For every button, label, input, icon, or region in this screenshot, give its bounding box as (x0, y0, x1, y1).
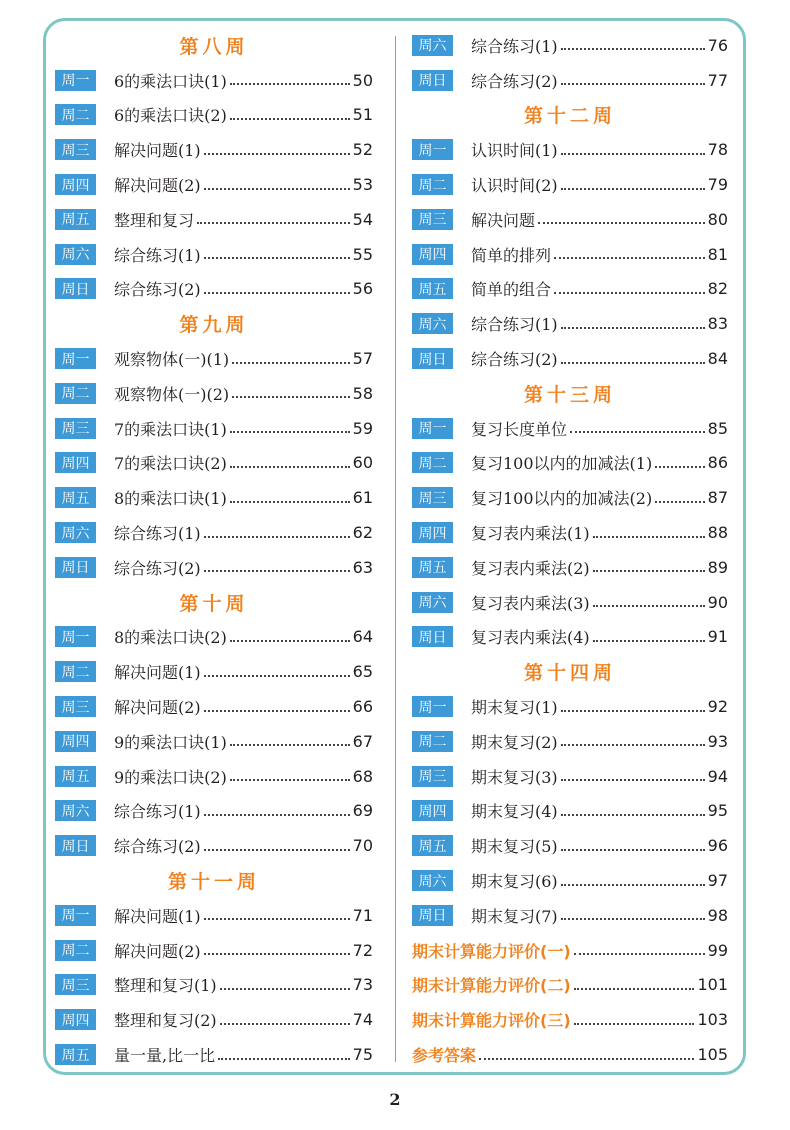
weekday-badge: 周日 (412, 70, 453, 91)
toc-right-column (412, 28, 728, 1072)
weekday-badge: 周二 (412, 174, 453, 195)
toc-entry[interactable] (412, 550, 728, 585)
entry-page: 50 (352, 70, 373, 90)
toc-entry[interactable] (55, 237, 373, 272)
entry-title: 解决问题(2) (114, 698, 201, 718)
weekday-badge: 周四 (55, 174, 96, 195)
toc-entry[interactable] (412, 272, 728, 307)
dot-leader (574, 988, 695, 990)
entry-title: 6的乘法口诀(2) (114, 106, 227, 126)
entry-title: 认识时间(1) (471, 141, 558, 161)
toc-entry[interactable] (412, 724, 728, 759)
entry-page: 88 (707, 523, 728, 543)
weekday-badge: 周二 (412, 731, 453, 752)
weekday-badge: 周一 (55, 905, 96, 926)
weekday-badge: 周日 (55, 835, 96, 856)
appendix-entry[interactable] (412, 968, 728, 1003)
entry-page: 84 (707, 349, 728, 369)
entry-title: 复习表内乘法(1) (471, 524, 590, 544)
entry-page: 57 (352, 349, 373, 369)
week-heading: 第十四周 (523, 662, 616, 685)
week-heading: 第十周 (179, 592, 249, 615)
entry-title: 综合练习(2) (114, 837, 201, 857)
appendix-title: 期末计算能力评价(一) (412, 941, 571, 961)
entry-page: 85 (707, 418, 728, 438)
weekday-badge: 周五 (412, 278, 453, 299)
entry-title: 综合练习(2) (471, 350, 558, 370)
dot-leader (561, 814, 705, 816)
dot-leader (204, 536, 350, 538)
entry-page: 78 (707, 140, 728, 160)
entry-title: 解决问题(2) (114, 176, 201, 196)
week-heading: 第十三周 (523, 383, 616, 406)
entry-page: 62 (352, 523, 373, 543)
weekday-badge: 周二 (55, 940, 96, 961)
toc-entry[interactable] (412, 759, 728, 794)
entry-page: 82 (707, 279, 728, 299)
entry-page: 89 (707, 557, 728, 577)
entry-title: 解决问题(1) (114, 663, 201, 683)
entry-page: 74 (352, 1010, 373, 1030)
dot-leader (204, 153, 350, 155)
entry-title: 复习100以内的加减法(1) (471, 454, 653, 474)
entry-page: 58 (352, 383, 373, 403)
dot-leader (218, 1058, 350, 1060)
week-heading: 第十一周 (167, 871, 260, 894)
weekday-badge: 周日 (55, 557, 96, 578)
toc-left-column (55, 28, 373, 1072)
dot-leader (655, 466, 704, 468)
dot-leader (593, 570, 705, 572)
entry-page: 105 (697, 1045, 728, 1064)
dot-leader (561, 48, 705, 50)
weekday-badge: 周四 (55, 452, 96, 473)
weekday-badge: 周三 (55, 418, 96, 439)
dot-leader (561, 153, 705, 155)
toc-entry[interactable] (412, 202, 728, 237)
weekday-badge: 周四 (55, 1009, 96, 1030)
weekday-badge: 周六 (412, 35, 453, 56)
entry-title: 综合练习(1) (114, 245, 201, 265)
weekday-badge: 周四 (412, 244, 453, 265)
entry-title: 解决问题(1) (114, 141, 201, 161)
weekday-badge: 周五 (55, 766, 96, 787)
entry-page: 79 (707, 175, 728, 195)
toc-entry[interactable] (55, 968, 373, 1003)
toc-entry[interactable] (412, 341, 728, 376)
dot-leader (204, 710, 350, 712)
entry-title: 7的乘法口诀(1) (114, 419, 227, 439)
toc-entry[interactable] (55, 933, 373, 968)
weekday-badge: 周五 (412, 835, 453, 856)
dot-leader (230, 640, 350, 642)
entry-page: 75 (352, 1045, 373, 1064)
dot-leader (561, 884, 705, 886)
entry-page: 87 (707, 488, 728, 508)
toc-entry[interactable] (412, 620, 728, 655)
dot-leader (204, 675, 350, 677)
entry-page: 63 (352, 557, 373, 577)
toc-entry[interactable] (412, 446, 728, 481)
entry-title: 综合练习(2) (471, 71, 558, 91)
week-heading: 第十二周 (523, 105, 616, 128)
dot-leader (561, 83, 705, 85)
weekday-badge: 周六 (412, 592, 453, 613)
entry-page: 61 (352, 488, 373, 508)
entry-page: 76 (707, 35, 728, 55)
toc-entry[interactable] (55, 1002, 373, 1037)
appendix-title: 期末计算能力评价(三) (412, 1011, 571, 1031)
dot-leader (220, 988, 350, 990)
entry-page: 91 (707, 627, 728, 647)
entry-title: 8的乘法口诀(1) (114, 489, 227, 509)
entry-page: 73 (352, 975, 373, 995)
entry-title: 8的乘法口诀(2) (114, 628, 227, 648)
appendix-title: 参考答案 (412, 1046, 477, 1065)
toc-entry[interactable] (55, 376, 373, 411)
toc-entry[interactable] (412, 411, 728, 446)
weekday-badge: 周六 (55, 244, 96, 265)
dot-leader (554, 257, 705, 259)
dot-leader (538, 222, 705, 224)
entry-page: 51 (352, 105, 373, 125)
toc-entry[interactable] (412, 515, 728, 550)
dot-leader (230, 466, 350, 468)
entry-page: 94 (707, 766, 728, 786)
weekday-badge: 周三 (412, 487, 453, 508)
weekday-badge: 周五 (412, 557, 453, 578)
entry-title: 观察物体(一)(2) (114, 384, 230, 404)
entry-page: 69 (352, 801, 373, 821)
entry-page: 55 (352, 244, 373, 264)
entry-title: 9的乘法口诀(1) (114, 732, 227, 752)
dot-leader (593, 640, 705, 642)
entry-page: 68 (352, 766, 373, 786)
entry-page: 66 (352, 697, 373, 717)
entry-title: 量一量,比一比 (114, 1046, 216, 1065)
dot-leader (561, 710, 705, 712)
dot-leader (561, 362, 705, 364)
toc-entry[interactable] (55, 794, 373, 829)
toc-entry[interactable] (55, 828, 373, 863)
weekday-badge: 周五 (55, 209, 96, 230)
dot-leader (204, 570, 350, 572)
toc-entry[interactable] (412, 585, 728, 620)
entry-page: 67 (352, 731, 373, 751)
toc-entry[interactable] (412, 480, 728, 515)
weekday-badge: 周一 (55, 626, 96, 647)
weekday-badge: 周日 (412, 626, 453, 647)
dot-leader (230, 744, 350, 746)
entry-page: 95 (707, 801, 728, 821)
toc-entry[interactable] (55, 98, 373, 133)
weekday-badge: 周二 (55, 104, 96, 125)
page-number: 2 (389, 1090, 401, 1109)
toc-entry[interactable] (55, 689, 373, 724)
weekday-badge: 周三 (55, 974, 96, 995)
entry-title: 整理和复习 (114, 210, 195, 230)
entry-title: 综合练习(1) (114, 524, 201, 544)
dot-leader (479, 1058, 694, 1060)
toc-entry[interactable] (55, 202, 373, 237)
entry-title: 综合练习(1) (114, 802, 201, 822)
dot-leader (554, 292, 705, 294)
weekday-badge: 周六 (412, 313, 453, 334)
weekday-badge: 周一 (412, 696, 453, 717)
entry-page: 83 (707, 314, 728, 334)
entry-title: 综合练习(1) (471, 315, 558, 335)
week-heading: 第八周 (179, 35, 249, 58)
dot-leader (561, 188, 705, 190)
entry-title: 整理和复习(2) (114, 1011, 217, 1031)
weekday-badge: 周一 (55, 70, 96, 91)
weekday-badge: 周日 (412, 348, 453, 369)
dot-leader (204, 918, 350, 920)
weekday-badge: 周五 (55, 1044, 96, 1065)
entry-page: 98 (707, 905, 728, 925)
appendix-title: 期末计算能力评价(二) (412, 976, 571, 996)
dot-leader (574, 1023, 695, 1025)
toc-entry[interactable] (55, 63, 373, 98)
dot-leader (593, 536, 705, 538)
entry-page: 56 (352, 279, 373, 299)
entry-page: 53 (352, 175, 373, 195)
weekday-badge: 周一 (55, 348, 96, 369)
toc-entry[interactable] (412, 898, 728, 933)
dot-leader (230, 779, 350, 781)
dot-leader (230, 501, 350, 503)
entry-page: 92 (707, 697, 728, 717)
entry-title: 期末复习(3) (471, 767, 558, 787)
dot-leader (570, 431, 705, 433)
entry-page: 52 (352, 140, 373, 160)
entry-title: 复习表内乘法(3) (471, 593, 590, 613)
entry-title: 综合练习(2) (114, 280, 201, 300)
dot-leader (204, 849, 350, 851)
entry-title: 认识时间(2) (471, 176, 558, 196)
toc-entry[interactable] (412, 306, 728, 341)
toc-entry[interactable] (55, 446, 373, 481)
toc-entry[interactable] (412, 863, 728, 898)
entry-title: 复习表内乘法(2) (471, 558, 590, 578)
entry-page: 70 (352, 836, 373, 856)
weekday-badge: 周四 (412, 800, 453, 821)
dot-leader (230, 431, 350, 433)
weekday-badge: 周日 (412, 905, 453, 926)
toc-entry[interactable] (55, 132, 373, 167)
weekday-badge: 周六 (412, 870, 453, 891)
entry-page: 90 (707, 592, 728, 612)
dot-leader (561, 849, 705, 851)
toc-entry[interactable] (55, 550, 373, 585)
entry-page: 80 (707, 209, 728, 229)
column-divider (395, 36, 396, 1062)
dot-leader (561, 779, 705, 781)
entry-title: 解决问题(2) (114, 941, 201, 961)
weekday-badge: 周四 (55, 731, 96, 752)
entry-title: 解决问题(1) (114, 906, 201, 926)
weekday-badge: 周二 (55, 383, 96, 404)
entry-title: 解决问题 (471, 210, 536, 230)
entry-title: 期末复习(2) (471, 732, 558, 752)
toc-entry[interactable] (55, 759, 373, 794)
toc-entry[interactable] (55, 724, 373, 759)
entry-page: 65 (352, 662, 373, 682)
toc-entry[interactable] (412, 237, 728, 272)
week-heading: 第九周 (179, 314, 249, 337)
toc-entry[interactable] (55, 620, 373, 655)
entry-title: 期末复习(1) (471, 698, 558, 718)
toc-entry[interactable] (55, 480, 373, 515)
dot-leader (561, 744, 705, 746)
toc-entry[interactable] (412, 167, 728, 202)
entry-page: 96 (707, 836, 728, 856)
entry-title: 6的乘法口诀(1) (114, 71, 227, 91)
entry-page: 60 (352, 453, 373, 473)
entry-page: 77 (707, 70, 728, 90)
entry-title: 7的乘法口诀(2) (114, 454, 227, 474)
entry-page: 103 (697, 1010, 728, 1030)
entry-title: 简单的排列 (471, 245, 552, 265)
entry-title: 复习100以内的加减法(2) (471, 489, 653, 509)
dot-leader (204, 292, 350, 294)
toc-entry[interactable] (412, 132, 728, 167)
entry-title: 综合练习(2) (114, 558, 201, 578)
toc-entry[interactable] (412, 28, 728, 63)
dot-leader (230, 118, 350, 120)
weekday-badge: 周三 (412, 766, 453, 787)
dot-leader (561, 327, 705, 329)
entry-page: 93 (707, 731, 728, 751)
dot-leader (655, 501, 704, 503)
entry-title: 期末复习(7) (471, 906, 558, 926)
entry-page: 101 (697, 975, 728, 995)
toc-entry[interactable] (55, 654, 373, 689)
dot-leader (204, 814, 350, 816)
entry-page: 71 (352, 905, 373, 925)
weekday-badge: 周二 (55, 661, 96, 682)
dot-leader (574, 953, 705, 955)
entry-page: 86 (707, 453, 728, 473)
entry-title: 复习长度单位 (471, 419, 568, 439)
entry-title: 9的乘法口诀(2) (114, 767, 227, 787)
appendix-entry[interactable] (412, 1002, 728, 1037)
dot-leader (593, 605, 705, 607)
weekday-badge: 周三 (55, 139, 96, 160)
toc-entry[interactable] (412, 794, 728, 829)
weekday-badge: 周三 (55, 696, 96, 717)
entry-title: 简单的组合 (471, 280, 552, 300)
entry-page: 72 (352, 940, 373, 960)
toc-entry[interactable] (412, 828, 728, 863)
dot-leader (197, 222, 350, 224)
weekday-badge: 周一 (412, 139, 453, 160)
entry-page: 99 (707, 940, 728, 960)
toc-entry[interactable] (55, 272, 373, 307)
entry-title: 期末复习(4) (471, 802, 558, 822)
toc-entry[interactable] (55, 1037, 373, 1072)
toc-entry[interactable] (55, 341, 373, 376)
entry-title: 复习表内乘法(4) (471, 628, 590, 648)
appendix-entry[interactable] (412, 933, 728, 968)
entry-title: 期末复习(5) (471, 837, 558, 857)
entry-page: 81 (707, 244, 728, 264)
weekday-badge: 周五 (55, 487, 96, 508)
dot-leader (232, 396, 349, 398)
entry-title: 综合练习(1) (471, 36, 558, 56)
weekday-badge: 周四 (412, 522, 453, 543)
entry-page: 64 (352, 627, 373, 647)
toc-entry[interactable] (55, 515, 373, 550)
toc-entry[interactable] (55, 411, 373, 446)
toc-entry[interactable] (55, 898, 373, 933)
toc-entry[interactable] (55, 167, 373, 202)
weekday-badge: 周一 (412, 418, 453, 439)
entry-page: 54 (352, 209, 373, 229)
appendix-entry[interactable] (412, 1037, 728, 1072)
entry-page: 59 (352, 418, 373, 438)
entry-title: 观察物体(一)(1) (114, 350, 230, 370)
entry-title: 整理和复习(1) (114, 976, 217, 996)
dot-leader (220, 1023, 350, 1025)
weekday-badge: 周六 (55, 800, 96, 821)
dot-leader (204, 257, 350, 259)
entry-page: 97 (707, 871, 728, 891)
weekday-badge: 周二 (412, 452, 453, 473)
toc-entry[interactable] (412, 63, 728, 98)
weekday-badge: 周六 (55, 522, 96, 543)
dot-leader (204, 953, 350, 955)
dot-leader (232, 362, 349, 364)
weekday-badge: 周三 (412, 209, 453, 230)
dot-leader (230, 83, 350, 85)
dot-leader (204, 188, 350, 190)
toc-entry[interactable] (412, 689, 728, 724)
entry-title: 期末复习(6) (471, 872, 558, 892)
weekday-badge: 周日 (55, 278, 96, 299)
dot-leader (561, 918, 705, 920)
